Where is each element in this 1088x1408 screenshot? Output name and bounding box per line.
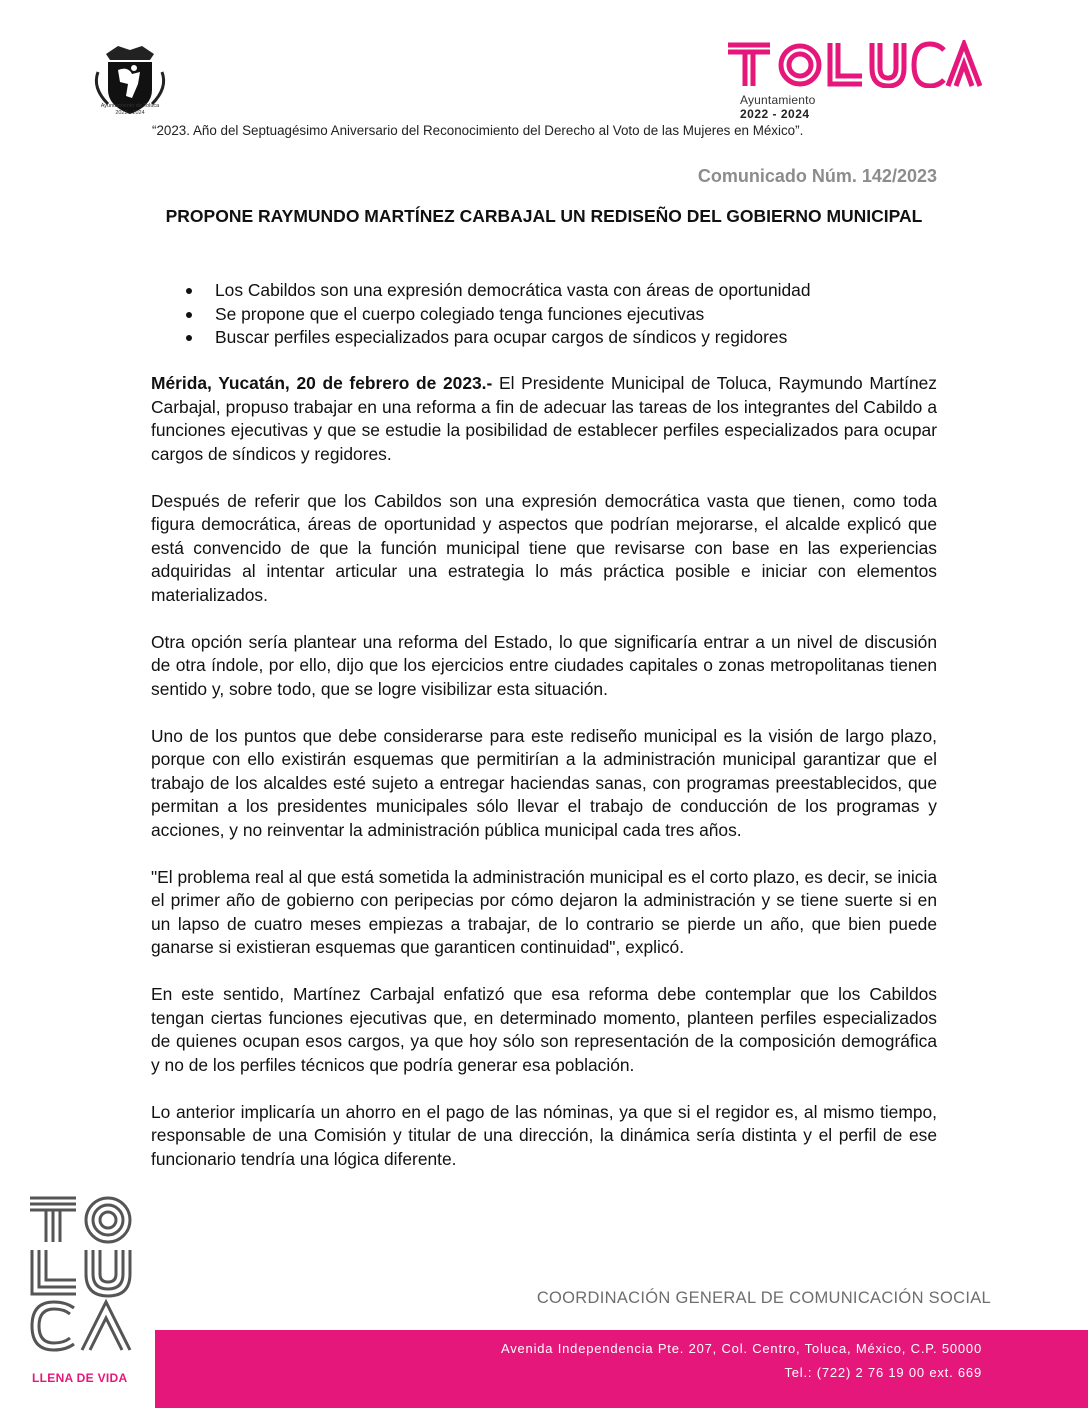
summary-bullets — [186, 279, 811, 350]
footer-address: Avenida Independencia Pte. 207, Col. Centro, Toluca, México, C.P. 50000 — [500, 1341, 982, 1356]
paragraph: En este sentido, Martínez Carbajal enfatizó que esa reforma debe contemplar que los Cabildos tengan ciertas funciones ejecutivas que, en determinado momento, planteen perfiles especializados de quienes ocupan esos cargos, ya que hoy sólo son representación de la composición demográfica y no de los perfiles técnicos que podría generar esa población. — [151, 984, 937, 1075]
bullet-dot-icon — [186, 288, 192, 294]
coordination-label: COORDINACIÓN GENERAL DE COMUNICACIÓN SOCIAL — [536, 1289, 991, 1307]
list-item — [186, 279, 811, 303]
paragraph: "El problema real al que está sometida la administración municipal es el corto plazo, es decir, se inicia el primer año de gobierno con peripecias por cómo dejaron la administración y se tiene suerte si en un lapso de cuatro meses empiezas a trabajar, de lo contrario se pierde un año, que bien puede ganarse si existieran esquemas que garanticen continuidad", explicó. — [151, 866, 937, 957]
article-body — [151, 372, 937, 1195]
bullet-text: Buscar perfiles especializados para ocupar cargos de síndicos y regidores — [215, 327, 788, 347]
ayuntamiento-label: Ayuntamiento — [740, 93, 816, 107]
paragraph — [151, 372, 937, 466]
list-item — [186, 326, 811, 350]
paragraph: Uno de los puntos que debe considerarse para este rediseño municipal es la visión de largo plazo, porque con ello existirán esquemas que permitirían a la administración municipal garantizar que el trabajo de los alcaldes esté sujeto a entregar haciendas sanas, con programas preestablecidos, que permitan a los presidentes municipales sólo llevar el trabajo de conducción de los programas y acciones, y no reinventar la administración pública municipal cada tres años. — [151, 725, 937, 840]
seal-caption — [80, 103, 180, 117]
bullet-dot-icon — [186, 312, 192, 318]
paragraph-text: El Presidente Municipal de Toluca, Raymundo Martínez Carbajal, propuso trabajar en una reforma a fin de adecuar las tareas de los integrantes del Cabildo a funciones ejecutivas y que se estudie la posibilidad de establecer perfiles especializados para ocupar cargos de síndicos y regidores. — [151, 373, 937, 464]
dateline: Mérida, Yucatán, 20 de febrero de 2023.- — [151, 373, 493, 393]
paragraph: Otra opción sería plantear una reforma del Estado, lo que significaría entrar a un nivel de discusión de otra índole, por ello, dijo que los ejercicios entre ciudades capitales o zonas metropolitanas tienen sentido y, sobre todo, que se logre visibilizar esta situación. — [151, 631, 937, 699]
ayuntamiento-years: 2022 - 2024 — [740, 107, 810, 121]
paragraph: Lo anterior implicaría un ahorro en el pago de las nóminas, ya que si el regidor es, al mismo tiempo, responsable de una Comisión y titular de una dirección, la dinámica sería distinta y el perfil de ese funcionario tendría una lógica diferente. — [151, 1101, 937, 1169]
footer-phone: Tel.: (722) 2 76 19 00 ext. 669 — [784, 1365, 982, 1380]
bullet-text: Se propone que el cuerpo colegiado tenga funciones ejecutivas — [215, 303, 705, 324]
bullet-text: Los Cabildos son una expresión democrática vasta con áreas de oportunidad — [215, 280, 811, 300]
communique-number: Comunicado Núm. 142/2023 — [697, 166, 937, 186]
toluca-brand-logo — [726, 40, 982, 88]
headline: PROPONE RAYMUNDO MARTÍNEZ CARBAJAL UN REDISEÑO DEL GOBIERNO MUNICIPAL — [165, 206, 923, 226]
seal-caption-text: Ayuntamiento de Toluca 2022 - 2024 — [100, 103, 160, 116]
side-logo-tagline: LLENA DE VIDA — [32, 1371, 128, 1385]
toluca-side-logo — [26, 1194, 140, 1386]
year-slogan: “2023. Año del Septuagésimo Aniversario del Reconocimiento del Derecho al Voto de las Mujeres en México”. — [152, 123, 804, 138]
paragraph: Después de referir que los Cabildos son una expresión democrática vasta que tienen, como toda figura democrática, áreas de oportunidad y aspectos que podrían mejorarse, el alcalde explicó que está convencido de que la función municipal tiene que revisarse con base en las experiencias adquiridas al intentar articular una estrategia lo más práctica posible e iniciar con elementos materializados. — [151, 490, 937, 605]
list-item — [186, 303, 811, 327]
bullet-dot-icon — [186, 335, 192, 341]
